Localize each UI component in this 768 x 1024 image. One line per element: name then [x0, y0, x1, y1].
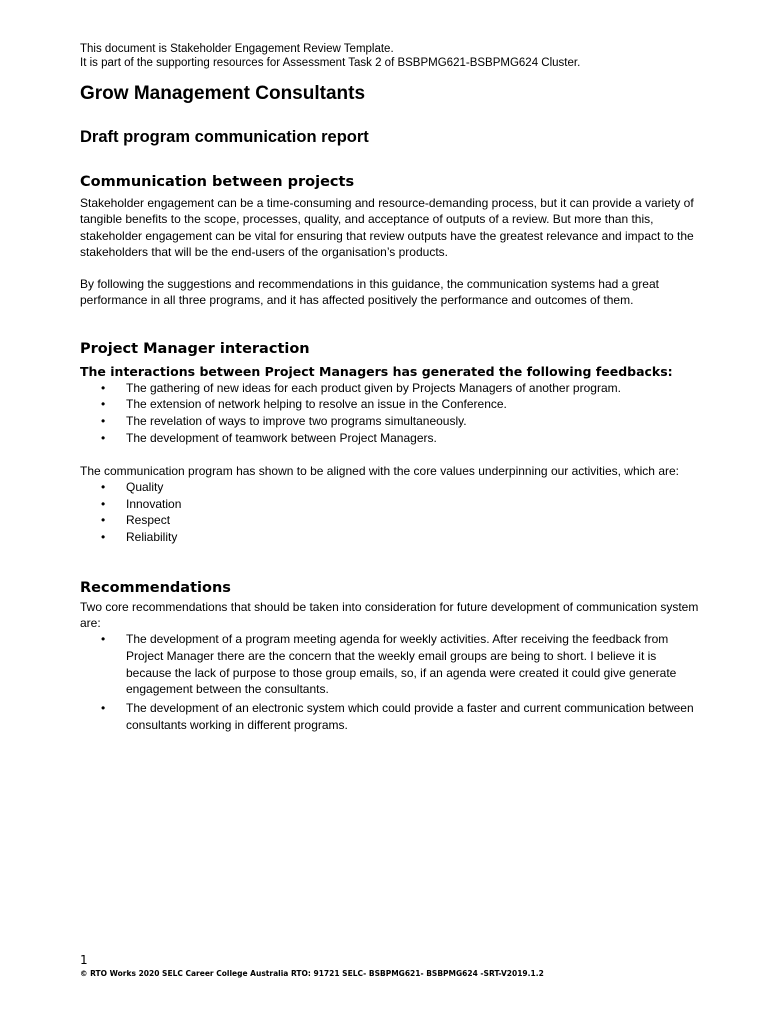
list-item	[80, 479, 700, 496]
feedbacks-lead: The interactions between Project Managers has generated the following feedbacks:	[80, 363, 673, 379]
list-item	[80, 631, 700, 698]
list-item	[80, 396, 700, 413]
page-number: 1	[80, 953, 88, 967]
section1-paragraph2: By following the suggestions and recommendations in this guidance, the communication systems had a great performance in all three programs, and it has affected positively the performance and outcomes of them.	[80, 277, 659, 308]
recommendation-text: The development of a program meeting agenda for weekly activities. After receiving the feedback from Project Manager there are the concern that the weekly email groups are being to short. I believe it is because the lack of purpose to those group emails, so, if an agenda were created it could give generate engagement between the consultants.	[126, 632, 677, 697]
values-list	[80, 479, 700, 546]
list-item	[80, 512, 700, 529]
value-text: Innovation	[126, 496, 182, 511]
bullet-icon: •	[101, 397, 106, 412]
list-item	[80, 413, 700, 430]
list-item	[80, 380, 700, 397]
recommendations-list	[80, 631, 700, 733]
section1-paragraph1: Stakeholder engagement can be a time-consuming and resource-demanding process, but it can provide a variety of tangible benefits to the scope, processes, quality, and acceptance of outputs of a review. But more than this, stakeholder engagement can be vital for ensuring that review outputs have the greatest relevance and impact to the stakeholders that will be the end-users of the organisation’s products.	[80, 196, 694, 259]
bullet-icon: •	[101, 496, 106, 511]
values-intro: The communication program has shown to be aligned with the core values underpinning our activities, which are:	[80, 463, 679, 478]
list-item	[80, 496, 700, 513]
doc-header-line2: It is part of the supporting resources for Assessment Task 2 of BSBPMG621-BSBPMG624 Cluster.	[80, 57, 581, 69]
bullet-icon: •	[101, 632, 106, 647]
bullet-icon: •	[101, 530, 106, 544]
section-heading-project-manager: Project Manager interaction	[80, 340, 310, 357]
bullet-icon: •	[101, 380, 106, 395]
report-title: Draft program communication report	[80, 128, 369, 146]
recommendations-intro: Two core recommendations that should be taken into consideration for future development of communication system are:	[80, 599, 699, 630]
feedback-text: The gathering of new ideas for each product given by Projects Managers of another program.	[126, 380, 621, 395]
list-item	[80, 700, 700, 733]
feedback-text: The development of teamwork between Project Managers.	[126, 430, 437, 445]
list-item	[80, 430, 700, 447]
section-heading-communication: Communication between projects	[80, 174, 355, 190]
bullet-icon: •	[101, 479, 106, 494]
doc-header-line1: This document is Stakeholder Engagement Review Template.	[80, 43, 394, 55]
recommendation-text: The development of an electronic system which could provide a faster and current communication between consultants working in different programs.	[126, 701, 694, 732]
section-heading-recommendations: Recommendations	[80, 579, 231, 596]
bullet-icon: •	[101, 701, 106, 716]
bullet-icon: •	[101, 513, 106, 528]
bullet-icon: •	[101, 430, 106, 445]
feedback-text: The extension of network helping to resolve an issue in the Conference.	[126, 397, 507, 412]
value-text: Quality	[126, 479, 164, 494]
bullet-icon: •	[101, 414, 106, 429]
value-text: Respect	[126, 513, 171, 528]
feedback-text: The revelation of ways to improve two programs simultaneously.	[126, 414, 467, 429]
page-footer	[80, 953, 700, 979]
feedbacks-list	[80, 380, 700, 447]
document-page	[80, 42, 700, 736]
company-title: Grow Management Consultants	[80, 83, 366, 104]
footer-copyright: © RTO Works 2020 SELC Career College Australia RTO: 91721 SELC- BSBPMG621- BSBPMG624 -SRT-V2019.1.2	[80, 969, 544, 978]
value-text: Reliability	[126, 530, 178, 544]
list-item	[80, 529, 700, 546]
